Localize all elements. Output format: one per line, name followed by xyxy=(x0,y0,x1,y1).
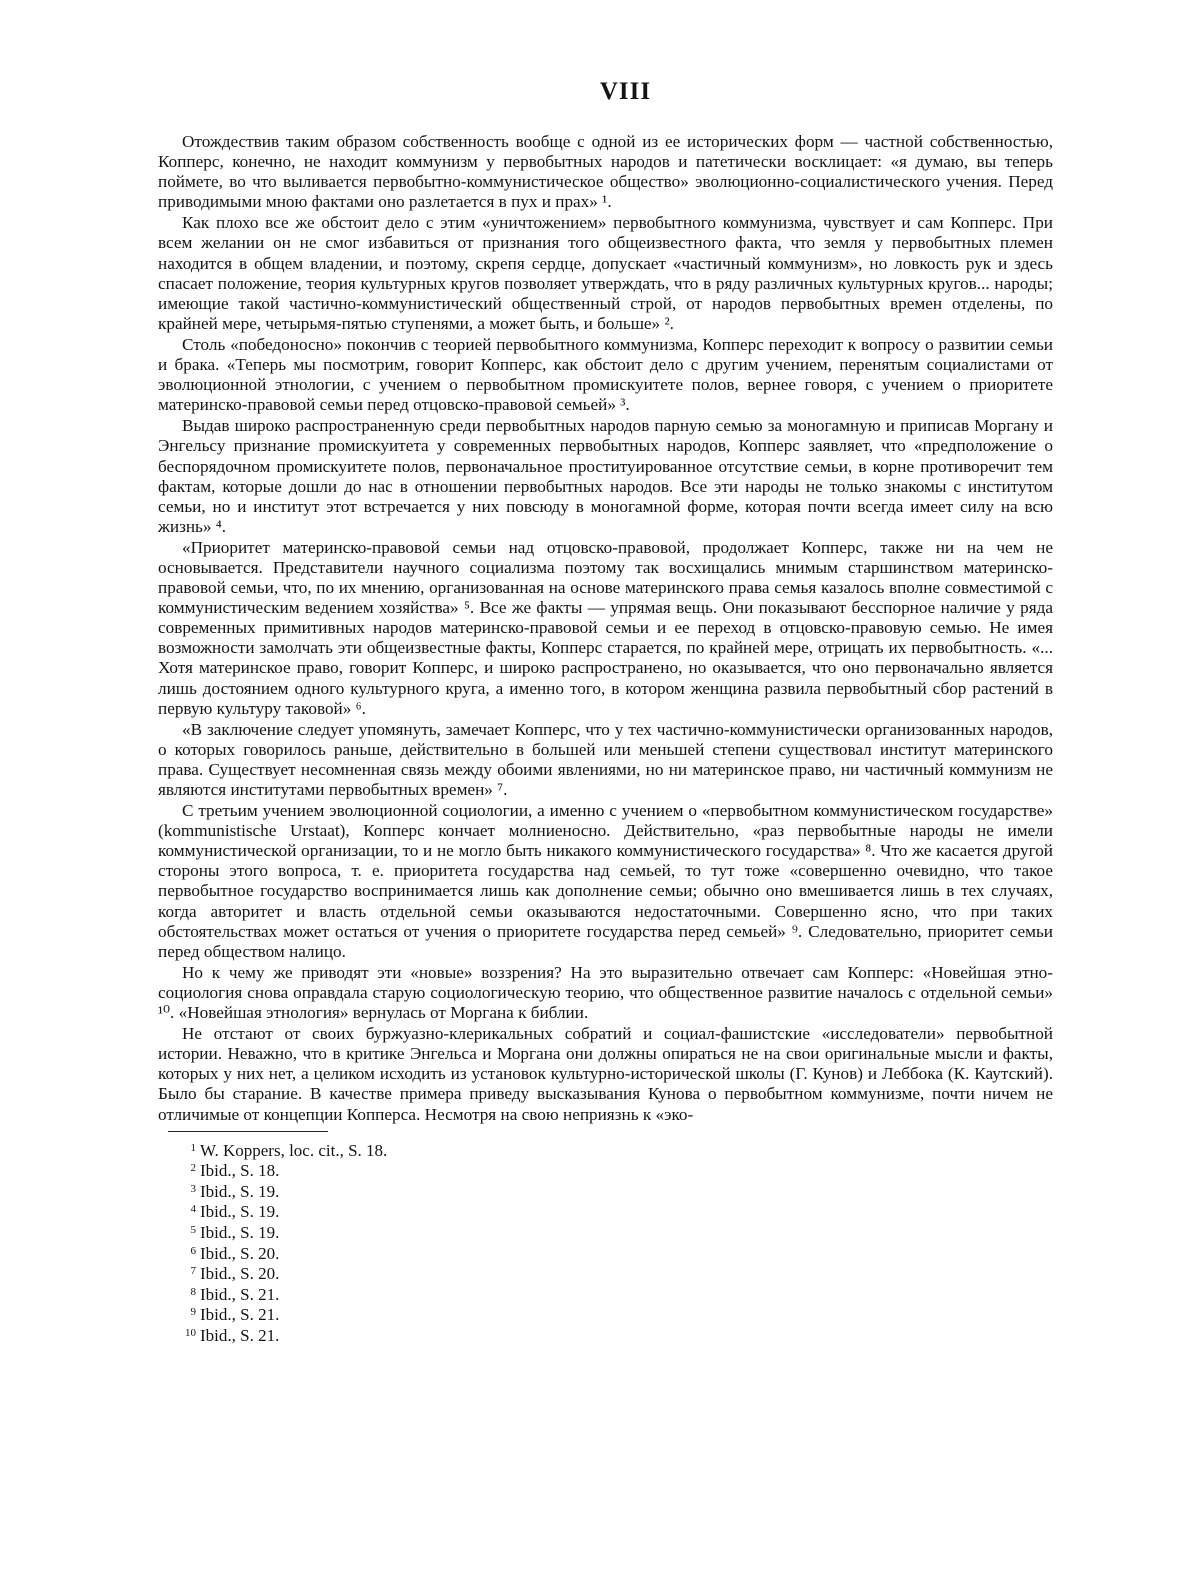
paragraph: Как плохо все же обстоит дело с этим «уничтожением» первобытного коммунизма, чувствует и сам Копперс. При всем желании он не смог избавиться от признания того общеизвестного факта, что земля у первобытных племен находится в общем владении, и поэтому, скрепя сердце, допускает «частичный коммунизм», но ловкость рук и здесь спасает положение, теория культурных кругов позволяет утверждать, что в ряду различных культурных кругов... народы; имеющие такой частично-коммунистический общественный строй, от народов первобытных времен отделены, по крайней мере, четырьмя-пятью ступенями, а может быть, и больше» ². xyxy=(158,213,1053,333)
body-text xyxy=(158,132,1053,1125)
footnote xyxy=(158,1203,1053,1224)
footnote-text: Ibid., S. 20. xyxy=(200,1264,280,1284)
footnote xyxy=(158,1327,1053,1348)
footnote-text: Ibid., S. 20. xyxy=(200,1243,280,1263)
footnote-number: 5 xyxy=(190,1223,196,1236)
footnote xyxy=(158,1224,1053,1245)
footnote-number: 3 xyxy=(190,1182,196,1195)
footnote-text: Ibid., S. 19. xyxy=(200,1202,280,1222)
footnote-number: 7 xyxy=(190,1265,196,1278)
footnote xyxy=(158,1142,1053,1163)
footnote-number: 2 xyxy=(190,1162,196,1175)
paragraph: Но к чему же приводят эти «новые» воззрения? На это выразительно отвечает сам Копперс: «Новейшая этно-социология снова оправдала старую социологическую теорию, что общественное развитие началось с отдельной семьи» ¹⁰. «Новейшая этнология» вернулась от Моргана к библии. xyxy=(158,962,1053,1023)
footnote-text: Ibid., S. 21. xyxy=(200,1325,280,1345)
paragraph: «Приоритет материнско-правовой семьи над отцовско-правовой, продолжает Копперс, также ни на чем не основывается. Представители научного социализма поэтому так восхищались мнимым старшинством материнско-правовой семьи, что, по их мнению, организованная на основе материнского права семья казалось вполне совместимой с коммунистическим ведением хозяйства» ⁵. Все же факты — упрямая вещь. Они показывают бесспорное наличие у ряда современных примитивных народов материнско-правовой семьи и ее переход в отцовско-правовую семью. Не имея возможности замолчать эти общеизвестные факты, Копперс старается, по крайней мере, отрицать их первобытность. «... Хотя материнское право, говорит Копперс, и широко распространено, но оказывается, что оно первоначально является лишь достоянием одного культурного круга, а именно того, в котором женщина развила первобытный сбор растений в первую культуру таковой» ⁶. xyxy=(158,537,1053,718)
paragraph: «В заключение следует упомянуть, замечает Копперс, что у тех частично-коммунистически организованных народов, о которых говорилось раньше, действительно в большей или меньшей степени существовал институт материнского права. Существует несомненная связь между обоими явлениями, но ни материнское право, ни частичный коммунизм не являются институтами первобытных времен» ⁷. xyxy=(158,719,1053,799)
footnote-number: 1 xyxy=(190,1141,196,1154)
footnote-text: Ibid., S. 18. xyxy=(200,1161,280,1181)
paragraph: Выдав широко распространенную среди первобытных народов парную семью за моногамную и приписав Моргану и Энгельсу признание промискуитета у современных первобытных народов, Копперс заявляет, что «предположение о беспорядочном промискуитете полов, первоначальное проституированное отсутствие семьи, в корне противоречит тем фактам, которые дошли до нас в отношении первобытных народов. Все эти народы не только знакомы с институтом семьи, но и институт этот встречается у них повсюду в моногамной форме, которая почти всегда имеет силу на всю жизнь» ⁴. xyxy=(158,416,1053,536)
paragraph: Столь «победоносно» покончив с теорией первобытного коммунизма, Копперс переходит к вопросу о развитии семьи и брака. «Теперь мы посмотрим, говорит Копперс, как обстоит дело с другим учением, перенятым социалистами от эволюционной этнологии, с учением о первобытном промискуитете полов, вернее говоря, с учением о приоритете материнско-правовой семьи перед отцовско-правовой семьей» ³. xyxy=(158,334,1053,415)
footnote xyxy=(158,1183,1053,1204)
page-number: VIII xyxy=(599,78,652,105)
footnote-number: 10 xyxy=(185,1326,196,1339)
footnote-divider xyxy=(168,1131,328,1132)
footnotes-list xyxy=(158,1142,1053,1348)
paragraph: С третьим учением эволюционной социологии, а именно с учением о «первобытном коммунистическом государстве» (kommunistische Urstaat), Копперс кончает молниеносно. Действительно, «раз первобытные народы не имели коммунистической организации, то и не могло быть никакого коммунистического государства» ⁸. Что же касается другой стороны этого вопроса, т. е. приоритета государства над семьей, то тут тоже «совершенно очевидно, что такое первобытное государство воспринимается лишь как дополнение семьи; обычно оно вмешивается лишь в тех случаях, когда авторитет и власть отдельной семьи оказываются недостаточными. Совершенно ясно, что при таких обстоятельствах может остаться от учения о приоритете государства перед семьей» ⁹. Следовательно, приоритет семьи перед обществом налицо. xyxy=(158,801,1053,961)
footnote-text: Ibid., S. 21. xyxy=(200,1284,280,1304)
footnote-text: Ibid., S. 21. xyxy=(200,1305,280,1325)
footnote-text: Ibid., S. 19. xyxy=(200,1181,280,1201)
paragraph: Отождествив таким образом собственность вообще с одной из ее исторических форм — частной собственностью, Копперс, конечно, не находит коммунизм у первобытных народов и патетически восклицает: «я думаю, вы теперь поймете, во что выливается первобытно-коммунистическое общество» эволюционно-социалистического учения. Перед приводимыми мною фактами оно разлетается в пух и прах» ¹. xyxy=(158,132,1053,212)
footnote xyxy=(158,1286,1053,1307)
paragraph: Не отстают от своих буржуазно-клерикальных собратий и социал-фашистские «исследователи» первобытной истории. Неважно, что в критике Энгельса и Моргана они должны опираться не на свои оригинальные мысли и факты, которых у них нет, а целиком исходить из установок культурно-исторической школы (Г. Кунов) и Леббока (К. Каутский). Было бы старание. В качестве примера приведу высказывания Кунова о первобытном коммунизме, почти ничем не отличимые от концепции Копперса. Несмотря на свою неприязнь к «эко- xyxy=(158,1024,1053,1124)
footnote-number: 4 xyxy=(190,1203,196,1216)
footnote-number: 8 xyxy=(190,1285,196,1298)
footnote xyxy=(158,1265,1053,1286)
footnote xyxy=(158,1162,1053,1183)
footnote xyxy=(158,1306,1053,1327)
footnote xyxy=(158,1245,1053,1266)
footnote-number: 6 xyxy=(190,1244,196,1257)
book-page xyxy=(158,78,1053,1348)
footnote-text: W. Koppers, loc. cit., S. 18. xyxy=(200,1140,388,1160)
footnote-number: 9 xyxy=(190,1306,196,1319)
footnote-text: Ibid., S. 19. xyxy=(200,1222,280,1242)
